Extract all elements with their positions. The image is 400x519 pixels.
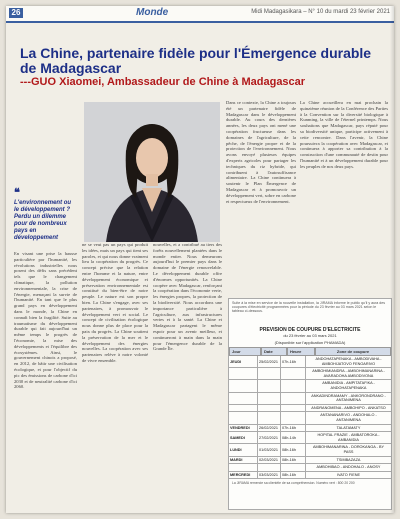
cell-date: 02/03/2021: [258, 457, 281, 464]
article-column-4: [226, 100, 296, 296]
article-title: La Chine, partenaire fidèle pour l'Émergence durable de Madagascar: [20, 45, 372, 76]
cell-time: 08h-16h: [281, 457, 306, 464]
issue-info: Midi Madagasikara – N° 10 du mardi 23 février 2021: [251, 9, 390, 15]
cell-zone: AMBOHIMANARINA - DOROKANGA - BY PASS: [312, 445, 385, 454]
cell-day: [229, 393, 258, 404]
column-text: Dans ce contexte, la Chine a toujours été un partenaire fidèle de Madagascar dans le développement durable. Au cours des dernières années, les deux pays ont mené une coopération fructueuse dans les domaines de l'agriculture, de la pêche, de l'énergie propre et de la protection de l'environnement. Nous avons envoyé plusieurs équipes d'experts agricoles pour partager les techniques du riz hybride, qui contribuent à l'autosuffisance alimentaire. La Chine continuera à soutenir le Plan Émergence de Madagascar et à promouvoir un développement vert, sobre en carbone et respectueux de l'environnement.: [226, 100, 296, 204]
table-row: [229, 393, 391, 405]
cell-date: [258, 405, 281, 412]
table-row: [229, 412, 391, 424]
cell-date: [258, 393, 281, 404]
cell-time: [281, 368, 306, 379]
cell-date: [258, 368, 281, 379]
table-row: [229, 368, 391, 380]
cell-date: [258, 412, 281, 423]
notice-intro: Suite à la mise en service de la nouvelle installation, la JIRAMA informe le public qu'il y aura des coupures d'électricité programmées pour la période du 23 février au 03 mars 2021 selon le tableau ci-dessous.: [232, 301, 386, 314]
column-text: ne se veut pas un pays qui produit les idées, mais un pays qui tient ses paroles, et qui nous donne vraiment lieu la coopération du progrès. Ce concept précise que la relation entre l'homme et la nature, entre développement économique et préservation environnementale est constitué du bien-être de notre peuple. Le nature est son propre bien. La Chine s'engage, avec ses partenaires, à promouvoir le développement vert et social. Le concept de civilisation écologique nous donne plus de place pour la paix du progrès. La Chine soutient la préservation de la mer et le développement des énergies nouvelles. La coopération avec ses partenaires relève à notre volonté de vivre ensemble.: [82, 242, 148, 363]
cell-zone: ANTANANARIVO - ANDOHALO - ANTANIMENA: [320, 413, 377, 422]
column-text: En visant une prise la hausse particulière par l'humanité, les révolutions industrielles nous posent des défis sans précédent tels que le changement climatique, la pollution environnementale, la crise de l'énergie, menaçant la survie de l'humanité. En tant que le plus grand pays en développement dans le monde, la Chine en connaît bien la fragilité. Suite au traumatisme du développement durable qui fait aujourd'hui un même temps le progrès de l'économie, la mise des développements et l'équilibre des écosystèmes. Ainsi, le gouvernement chinois a proposé, en 2012, de bâtir une civilisation écologique, et pour l'objectif du pic des émissions de carbone d'ici 2030 et de neutralité carbone d'ici 2060.: [14, 251, 77, 390]
notice-period: du 23 février au 03 mars 2021: [283, 333, 337, 338]
table-row: [229, 472, 391, 480]
cell-time: 07h-16h: [281, 356, 306, 367]
cell-zone: IVATO FIENE: [337, 472, 360, 477]
cell-zone: TALATAMATY: [336, 425, 361, 430]
cell-zone: HOPITAL FRAZIE - AMBATOROKA - AMBANIDIA: [317, 433, 380, 442]
cell-time: 08h-16h: [281, 444, 306, 455]
cell-date: 27/02/2021: [258, 432, 281, 443]
cell-day: [229, 412, 258, 423]
table-row: [229, 444, 391, 456]
newspaper-page: [6, 6, 394, 513]
pull-quote-text: L'environnement ou le développement ? Perdu un dilemme pour de nombreux pays en développement: [14, 200, 72, 241]
cell-time: [281, 464, 306, 471]
cell-date: 25/02/2021: [258, 356, 281, 367]
power-outage-notice: [228, 298, 392, 510]
cell-time: [281, 412, 306, 423]
cell-zone: ANKADINDRAMAMY - ANKORONDRANO - ANTANIMENA: [311, 393, 386, 403]
article-column-3: [153, 242, 222, 513]
cell-day: SAMEDI: [229, 432, 258, 443]
cell-zone: AMBOHIMIANDRA - AMBOHIMANARINA - AVARADOHA AMBODIVONA: [312, 369, 385, 378]
notice-availability: (Disponible sur l'application PHAMADA): [274, 340, 346, 345]
cell-zone: ANDOHATAPENAKA - AMBODIVAHA - AMBOHIJATOVO FENOARIVO: [315, 357, 382, 366]
cell-day: [229, 380, 258, 391]
table-body: [229, 356, 391, 479]
table-row: [229, 356, 391, 368]
table-row: [229, 425, 391, 433]
quote-mark-icon: ❝: [14, 187, 20, 199]
cell-time: [281, 393, 306, 404]
table-row: [229, 432, 391, 444]
cell-date: [258, 464, 281, 471]
cell-zone: ANDRANOMENA - AMBOHIPO - ANKATSO: [311, 405, 386, 410]
table-header: [229, 347, 391, 356]
column-text: La Chine accueillera en mai prochain la quinzième réunion de la Conférence des Parties à la Convention sur la diversité biologique à Kunming, la ville de l'éternel printemps. Nous souhaitons que Madagascar, pays réputé pour sa biodiversité unique, participe activement à cette rencontre. Dans l'avenir, la Chine poursuivra la coopération avec Madagascar, et continuera à apporter sa contribution à la construction d'une communauté de destin pour l'humanité et à un développement durable pour les peuples de nos deux pays.: [300, 100, 388, 169]
notice-footer: La JIRAMA remercie sa clientèle de sa compréhension. Numéro vert : 800 20 200: [232, 481, 355, 486]
cell-time: [281, 380, 306, 391]
cell-time: [281, 405, 306, 412]
cell-day: MARDI: [229, 457, 258, 464]
header-zone: Zone de coupure: [315, 347, 391, 356]
column-text: nouvelles, et a contribué au tiers des forêts nouvellement plantées dans le monde entier. Nous demeurons aujourd'hui le premier pays dans le domaine de l'énergie renouvelable. Le développement durable offre d'énormes opportunités. La Chine coopère avec Madagascar, renforçant la coopération dans l'économie verte, les énergies propres, la protection de la biodiversité. Nous accordons une importance particulière à l'agriculture, aux infrastructures vertes et à la santé. La Chine et Madagascar partagent le même espoir pour un avenir meilleur, et continueront à main dans la main pour l'émergence durable de la Grande Île.: [153, 242, 222, 352]
pull-quote: [14, 188, 77, 242]
article-column-2: [82, 242, 148, 513]
cell-date: 26/02/2021: [258, 425, 281, 432]
cell-time: 07h-16h: [281, 425, 306, 432]
notice-title: PREVISION DE COUPURE D'ELECTRICITE: [259, 327, 361, 333]
section-name: Monde: [136, 7, 169, 18]
ambassador-photo: [84, 102, 220, 242]
cell-date: 03/03/2021: [258, 472, 281, 479]
cell-day: MERCREDI: [229, 472, 258, 479]
article-column-1: [14, 251, 77, 513]
cell-date: [258, 380, 281, 391]
article-subtitle: ---GUO Xiaomei, Ambassadeur de Chine à Madagascar: [20, 76, 306, 88]
header-day: Jour: [229, 347, 261, 356]
page-number: 26: [9, 8, 23, 18]
cell-day: JEUDI: [229, 356, 258, 367]
article-column-5: [300, 100, 388, 296]
cell-day: VENDREDI: [229, 425, 258, 432]
cell-day: [229, 368, 258, 379]
cell-day: LUNDI: [229, 444, 258, 455]
cell-zone: TSIMBAZAZA: [336, 457, 361, 462]
page-header: [6, 6, 394, 23]
cell-time: 08h-14h: [281, 432, 306, 443]
table-row: [229, 405, 391, 413]
header-date: Date: [261, 347, 287, 356]
table-row: [229, 464, 391, 472]
cell-day: [229, 464, 258, 471]
cell-zone: AMBOHIBAO - ANDOHALO - ANOSY: [316, 465, 381, 470]
cell-zone: AMBANIDIA - AMPITATAFIKA - ANDOHATAPENAKA: [322, 381, 375, 390]
page-fold-shadow: [390, 6, 394, 513]
header-time: Heure: [287, 347, 315, 356]
table-row: [229, 457, 391, 465]
cell-day: [229, 405, 258, 412]
cell-time: 08h-16h: [281, 472, 306, 479]
cell-date: 01/03/2021: [258, 444, 281, 455]
table-row: [229, 380, 391, 392]
